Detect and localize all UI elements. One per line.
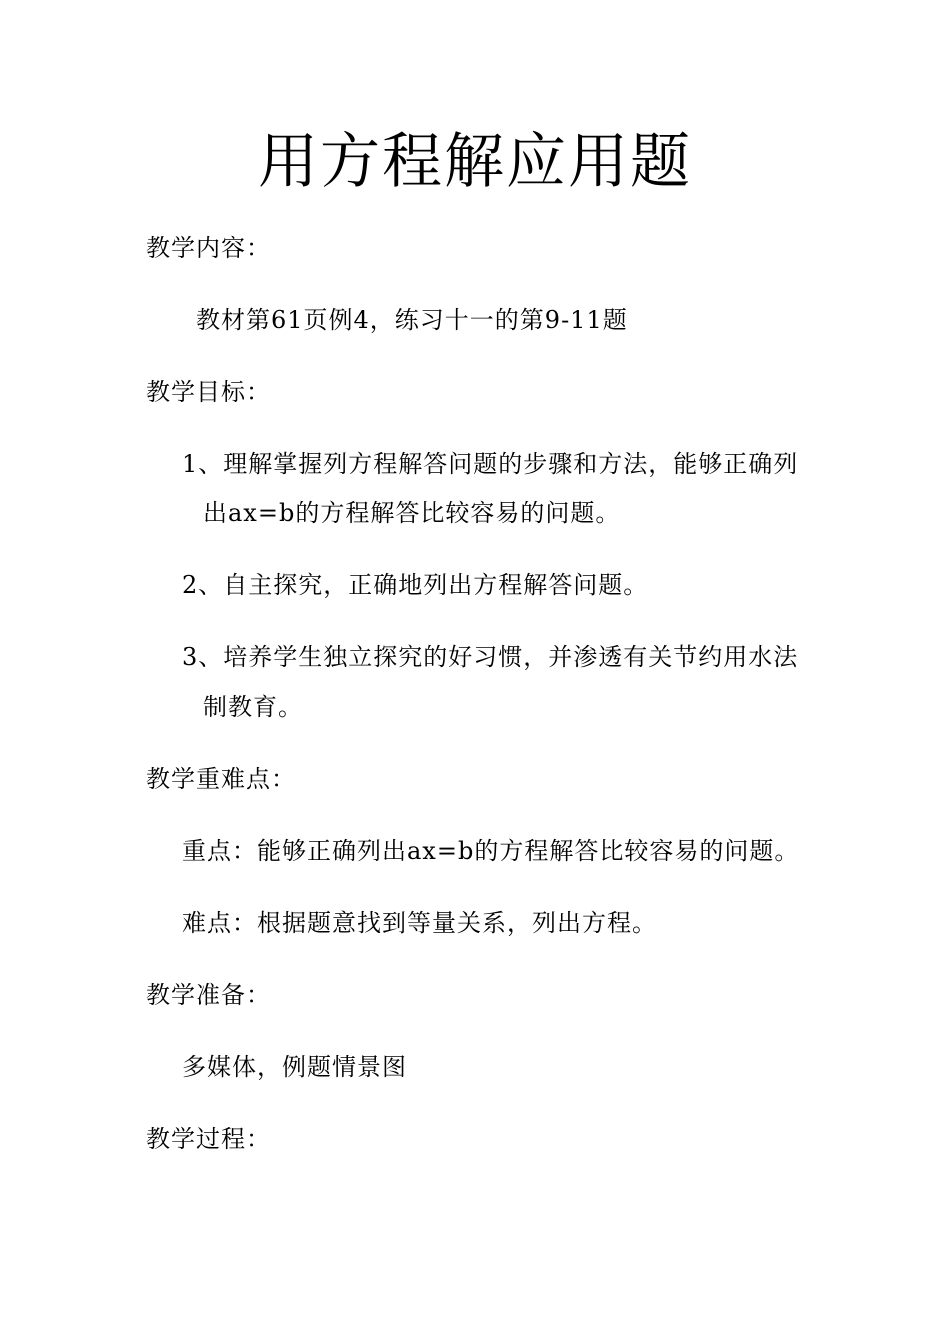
document-title: 用方程解应用题 [258,127,692,197]
heading-key-points: 教学重难点： [146,765,296,793]
goal-1-line-1: 1、理解掌握列方程解答问题的步骤和方法，能够正确列 [182,450,799,478]
difficulty-point: 难点：根据题意找到等量关系，列出方程。 [182,909,657,937]
heading-teaching-goals: 教学目标： [146,378,271,406]
goal-3-line-2: 制教育。 [203,693,303,721]
preparation-text: 多媒体，例题情景图 [182,1053,407,1081]
heading-process: 教学过程： [146,1125,271,1153]
goal-1-line-2: 出ax=b的方程解答比较容易的问题。 [203,499,621,527]
goal-2: 2、自主探究，正确地列出方程解答问题。 [182,571,649,599]
heading-teaching-content: 教学内容： [146,234,271,262]
teaching-content-text: 教材第61页例4，练习十一的第9-11题 [196,306,628,334]
key-point: 重点：能够正确列出ax=b的方程解答比较容易的问题。 [182,837,800,865]
goal-3-line-1: 3、培养学生独立探究的好习惯，并渗透有关节约用水法 [182,643,799,671]
heading-preparation: 教学准备： [146,981,271,1009]
